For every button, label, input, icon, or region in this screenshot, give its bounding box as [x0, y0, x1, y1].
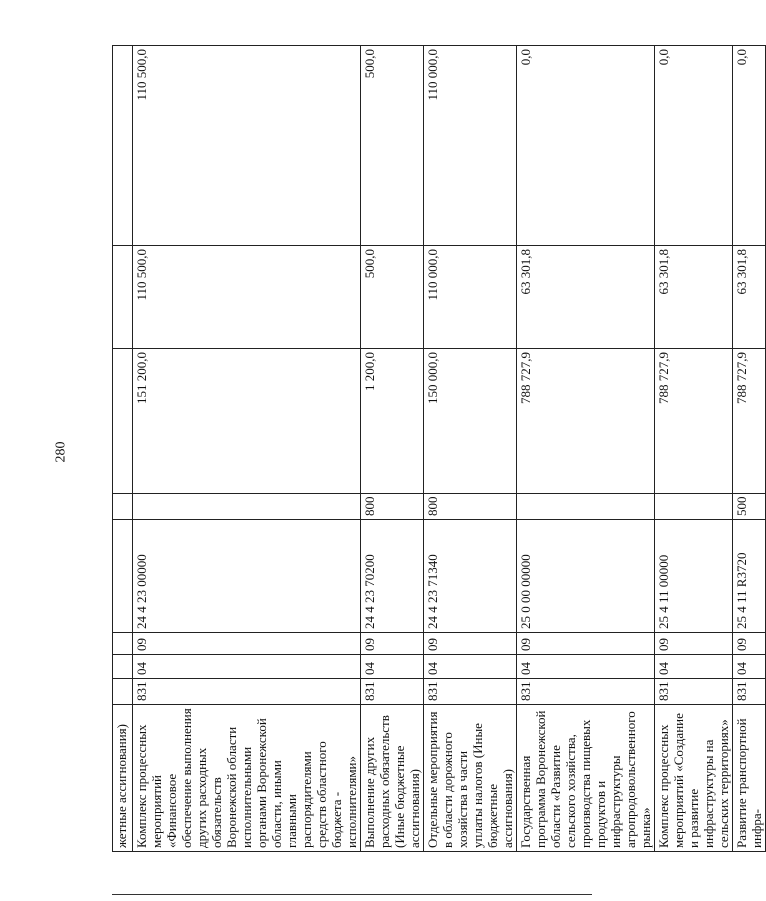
cell-value-3: 110 500,0	[133, 46, 361, 246]
cell-name: Комплекс процессных мероприятий «Финансовое обеспечение выполнения других расходных обязательств Воронежской области исполнительными органами Воронежской области, иными главными распорядителями средств областного бюджета - исполнителями»	[133, 705, 361, 852]
page-number-text: 280	[53, 441, 68, 463]
cell-value-2: 500,0	[361, 246, 424, 349]
table-row	[424, 46, 517, 852]
cell-name: Государственная программа Воронежской области «Развитие сельского хозяйства, производства пищевых продуктов и инфраструктуры агропродовольственного рынка»	[517, 705, 655, 852]
cell-value-3: 110 000,0	[424, 46, 517, 246]
cell-csr	[113, 520, 133, 633]
cell-pr: 09	[517, 633, 655, 655]
cell-pr: 09	[133, 633, 361, 655]
cell-rz: 04	[733, 655, 766, 679]
cell-value-1: 151 200,0	[133, 349, 361, 494]
cell-csr: 25 4 11 R3720	[733, 520, 766, 633]
cell-gr: 831	[133, 679, 361, 705]
cell-gr: 831	[733, 679, 766, 705]
cell-value-1: 788 727,9	[655, 349, 733, 494]
page-bottom-rule	[112, 894, 592, 895]
table-row	[733, 46, 766, 852]
cell-rz: 04	[424, 655, 517, 679]
cell-gr: 831	[361, 679, 424, 705]
cell-gr: 831	[655, 679, 733, 705]
cell-value-3	[113, 46, 133, 246]
cell-vr: 500	[733, 494, 766, 520]
cell-vr: 800	[361, 494, 424, 520]
cell-value-2: 63 301,8	[733, 246, 766, 349]
cell-gr: 831	[424, 679, 517, 705]
table-row	[517, 46, 655, 852]
cell-name: жетные ассигнования)	[113, 705, 133, 852]
cell-value-2: 110 000,0	[424, 246, 517, 349]
cell-value-2: 110 500,0	[133, 246, 361, 349]
cell-rz: 04	[655, 655, 733, 679]
cell-value-1: 1 200,0	[361, 349, 424, 494]
cell-rz: 04	[133, 655, 361, 679]
cell-rz	[113, 655, 133, 679]
cell-pr	[113, 633, 133, 655]
table-row	[361, 46, 424, 852]
cell-csr: 25 4 11 00000	[655, 520, 733, 633]
table-row	[133, 46, 361, 852]
cell-value-3: 0,0	[517, 46, 655, 246]
cell-pr: 09	[361, 633, 424, 655]
cell-value-1: 150 000,0	[424, 349, 517, 494]
cell-value-2: 63 301,8	[517, 246, 655, 349]
table-container	[112, 46, 764, 852]
cell-gr	[113, 679, 133, 705]
cell-csr: 24 4 23 70200	[361, 520, 424, 633]
budget-table	[112, 45, 766, 852]
table-row	[655, 46, 733, 852]
cell-csr: 24 4 23 71340	[424, 520, 517, 633]
table-row	[113, 46, 133, 852]
cell-pr: 09	[655, 633, 733, 655]
cell-vr: 800	[424, 494, 517, 520]
cell-value-3: 0,0	[733, 46, 766, 246]
cell-name: Выполнение других расходных обязательств (Иные бюджетные ассигнования)	[361, 705, 424, 852]
cell-gr: 831	[517, 679, 655, 705]
cell-pr: 09	[424, 633, 517, 655]
cell-csr: 25 0 00 00000	[517, 520, 655, 633]
page-number	[49, 440, 73, 464]
cell-value-1: 788 727,9	[517, 349, 655, 494]
cell-rz: 04	[361, 655, 424, 679]
cell-value-3: 500,0	[361, 46, 424, 246]
cell-rz: 04	[517, 655, 655, 679]
cell-value-3: 0,0	[655, 46, 733, 246]
cell-value-1	[113, 349, 133, 494]
cell-csr: 24 4 23 00000	[133, 520, 361, 633]
cell-vr	[113, 494, 133, 520]
cell-name: Комплекс процессных мероприятий «Создание и развитие инфраструктуры на сельских территориях»	[655, 705, 733, 852]
cell-name: Развитие транспортной инфра-	[733, 705, 766, 852]
cell-value-1: 788 727,9	[733, 349, 766, 494]
cell-value-2: 63 301,8	[655, 246, 733, 349]
cell-vr	[517, 494, 655, 520]
cell-value-2	[113, 246, 133, 349]
cell-vr	[133, 494, 361, 520]
cell-vr	[655, 494, 733, 520]
cell-name: Отдельные мероприятия в области дорожного хозяйства в части уплаты налогов (Иные бюджетные ассигнования)	[424, 705, 517, 852]
cell-pr: 09	[733, 633, 766, 655]
